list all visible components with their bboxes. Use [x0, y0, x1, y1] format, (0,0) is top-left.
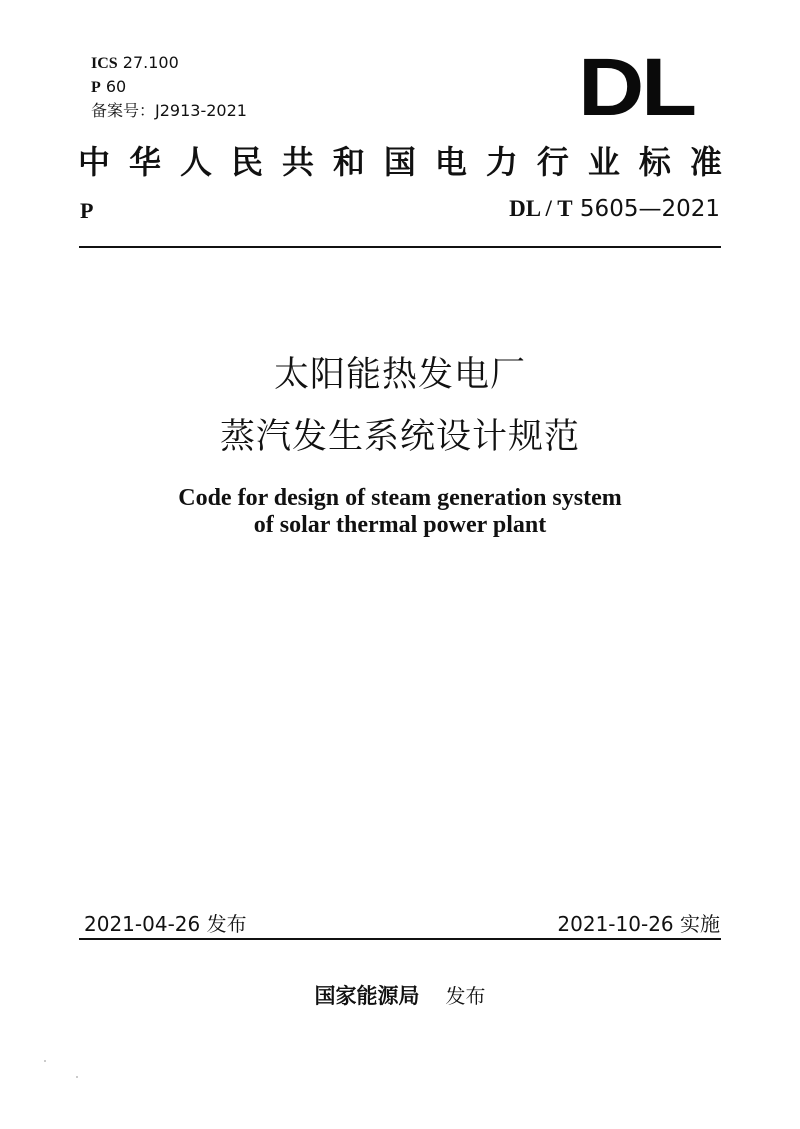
publisher-action: 发布: [445, 984, 486, 1008]
record-number: [91, 101, 247, 121]
ics-value: 27.100: [122, 53, 179, 72]
implementation-date: 2021-10-26 实施: [557, 912, 720, 936]
standard-type-char: 力: [485, 143, 518, 181]
publisher-org: 国家能源局: [314, 983, 420, 1008]
ics-label: ICS: [91, 55, 118, 72]
standard-type-char: 业: [587, 143, 620, 181]
class-code: P: [80, 198, 94, 223]
dl-logo: DL: [578, 42, 694, 133]
standard-type-char: 和: [332, 143, 365, 181]
issue-date: 2021-04-26 发布: [84, 912, 247, 936]
standard-type-char: 电: [434, 143, 467, 181]
standard-number-value: 5605—2021: [579, 196, 720, 222]
standard-number: [509, 196, 720, 222]
standard-type-char: 行: [536, 143, 569, 181]
standard-type-char: 民: [230, 143, 263, 181]
title-en-line1: Code for design of steam generation system: [178, 485, 622, 511]
title-cn-line2: 蒸汽发生系统设计规范: [219, 417, 580, 457]
standard-type-char: 国: [383, 143, 416, 181]
scan-speck: [44, 1060, 46, 1062]
ics-code: [91, 53, 179, 74]
classification-value: 60: [105, 77, 127, 96]
standard-type-char: 中: [78, 143, 111, 181]
standard-type-char: 华: [128, 143, 161, 181]
classification-code: [91, 77, 126, 98]
publisher: [0, 980, 800, 1010]
title-cn-line1: 太阳能热发电厂: [273, 355, 526, 395]
standard-type-char: 准: [689, 143, 722, 181]
standard-prefix: DL / T: [509, 196, 573, 221]
scan-speck: [76, 1076, 78, 1078]
record-label: 备案号：: [91, 101, 156, 120]
title-en-line2: of solar thermal power plant: [253, 512, 547, 538]
bottom-divider: [79, 938, 721, 940]
classification-label: P: [91, 79, 101, 96]
standard-type-char: 人: [179, 143, 212, 181]
standard-type-char: 共: [281, 143, 314, 181]
standard-type-char: 标: [638, 143, 671, 181]
top-divider: [79, 246, 721, 248]
standard-type-heading: [78, 140, 722, 184]
record-value: J2913-2021: [155, 101, 247, 120]
